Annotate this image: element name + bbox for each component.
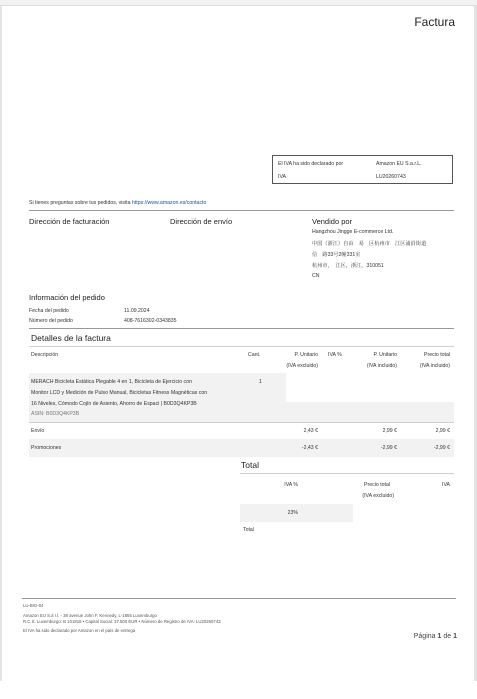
col-total-incl-sub: (IVA incluido): [419, 363, 450, 369]
page-current: 1: [437, 633, 442, 640]
contact-prefix: Si tienes preguntas sobre tus pedidos, visita: [29, 200, 131, 206]
invoice-details-heading: Detalles de la factura: [31, 333, 111, 343]
col-total-incl: Precio total: [424, 352, 450, 358]
contact-link[interactable]: https://www.amazon.es/contacto: [131, 200, 207, 206]
divider: [240, 473, 454, 474]
item-row-cutout: [286, 373, 454, 402]
vat-number: LU20260743: [376, 174, 406, 180]
order-date-label: Fecha del pedido: [29, 308, 69, 314]
vat-declarer-name: Amazon EU S.a.r.L.: [376, 161, 422, 167]
totals-heading: Total: [241, 460, 259, 470]
page-total: 1: [453, 633, 457, 640]
shipping-unit-excl: 2,43 €: [303, 428, 318, 434]
order-info-heading: Información del pedido: [29, 293, 105, 302]
footer-divider: [22, 598, 456, 599]
totals-total-label: Total: [243, 527, 254, 533]
seller-line: Hangzhou Jingge E-commerce Ltd.: [312, 229, 394, 235]
shipping-label: Envío: [31, 428, 45, 434]
item-description-line: MERACH Bicicleta Estática Plegable 4 en 1, Bicicleta de Ejercicio con: [31, 379, 192, 385]
shipping-address-heading: Dirección de envío: [170, 217, 233, 226]
item-description-line: Monitor LCD y Medición de Pulso Manual, Bicicletas Fitness Magnéticas con: [31, 390, 208, 396]
seller-line: 信 路33号2幢331室: [312, 252, 361, 258]
col-vat-pct: IVA %: [328, 352, 342, 358]
order-date-value: 11.09.2024: [124, 308, 150, 314]
divider: [29, 328, 454, 329]
promo-unit-incl: -2,99 €: [380, 445, 397, 451]
totals-col-total-excl: Precio total: [364, 482, 390, 488]
vat-label: IVA: [278, 174, 286, 180]
col-unit-price-excl-sub: (IVA excluido): [286, 363, 318, 369]
totals-col-vat: IVA: [442, 482, 450, 488]
vat-declared-label: El IVA ha sido declarado por: [278, 161, 344, 167]
order-number-label: Número del pedido: [29, 318, 73, 324]
divider: [29, 346, 454, 347]
shipping-total-incl: 2,99 €: [435, 428, 450, 434]
divider: [29, 422, 454, 423]
left-page-edge: [0, 6, 2, 681]
col-quantity: Cant.: [248, 352, 261, 358]
footer-company: Amazon EU S.à r.l. - 38 avenue John F. Kennedy, L-1855 Luxemburgo: [23, 613, 157, 618]
totals-col-vat-pct: IVA %: [284, 482, 298, 488]
promo-label: Promociones: [31, 445, 62, 451]
viewer-top-bar: [0, 0, 477, 6]
shipping-unit-incl: 2,99 €: [382, 428, 397, 434]
page-number: [414, 633, 457, 640]
footer-vat-note: El IVA ha sido declarado por Amazon en el país de entrega: [23, 628, 136, 633]
totals-col-total-excl-sub: (IVA excluido): [362, 493, 394, 499]
page-prefix: Página: [413, 633, 436, 640]
contact-line: [29, 200, 206, 206]
divider: [29, 210, 454, 211]
col-description: Descripción: [31, 352, 59, 358]
billing-address-heading: Dirección de facturación: [29, 217, 110, 226]
order-number-value: 408-7616302-0343835: [124, 318, 177, 324]
item-description-line: 16 Niveles, Cómodo Cojín de Asiento, Ahorro de Espaci | B0D3Q4KP3B: [31, 401, 197, 407]
page-separator: de: [443, 633, 452, 640]
totals-vat-rate: 23%: [287, 510, 298, 516]
item-quantity: 1: [259, 379, 262, 385]
footer-code: LU-BIO-04: [23, 603, 44, 608]
invoice-title: Factura: [414, 15, 455, 29]
col-unit-price-incl-sub: (IVA incluido): [366, 363, 397, 369]
seller-line: 中国（浙江）自由 易 区杭州市 江区浦沿街道: [312, 241, 427, 247]
promo-unit-excl: -2,43 €: [301, 445, 318, 451]
seller-line: 杭州市， 江区，浙江，310051: [312, 263, 384, 269]
col-unit-price-incl: P. Unitario: [373, 352, 397, 358]
promo-total-incl: -2,99 €: [433, 445, 450, 451]
sold-by-heading: Vendido por: [312, 217, 353, 226]
item-asin: ASIN: B0D3Q4KP3B: [31, 411, 80, 417]
vat-declaration-box: [272, 155, 453, 184]
col-unit-price-excl: P. Unitario: [294, 352, 318, 358]
footer-registry: R.C.S. Luxemburgo: B 101818 • Capital Social: 37.500 EUR • Número de Registro de IVA: LU20260743: [23, 619, 221, 624]
seller-line: CN: [312, 273, 320, 279]
